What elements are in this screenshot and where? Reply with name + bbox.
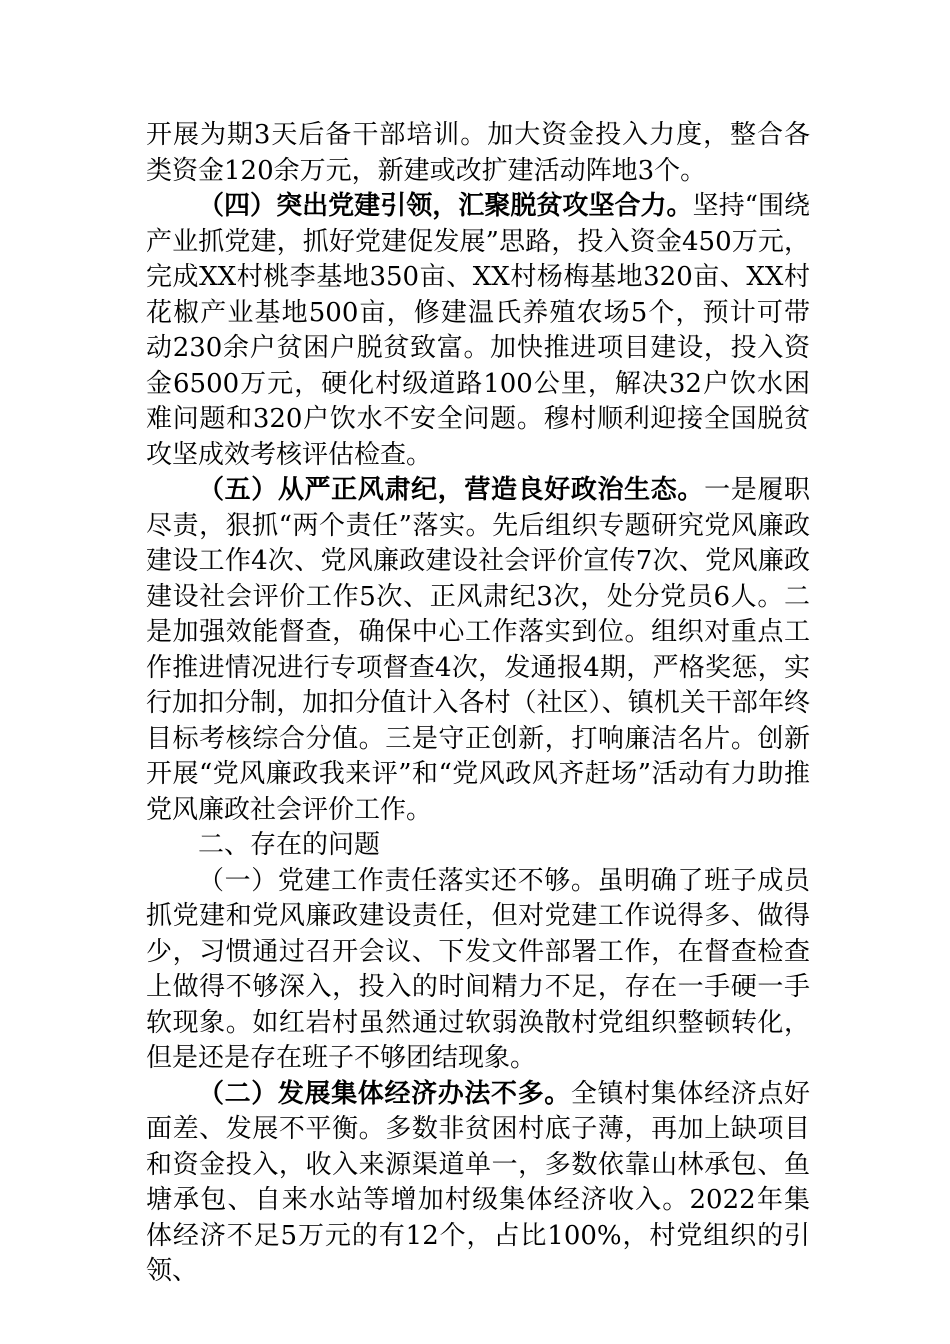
paragraph-text: 开展为期3天后备干部培训。加大资金投入力度，整合各类资金120余万元，新建或改扩建活动阵地3个。 xyxy=(146,120,810,186)
paragraph-party-building-poverty xyxy=(146,189,810,473)
paragraph-lead: （一）党建工作责任落实还不够。 xyxy=(198,865,598,896)
paragraph-lead: （五）从严正风肃纪，营造良好政治生态。 xyxy=(198,475,705,505)
paragraph-training-funds xyxy=(146,118,810,189)
paragraph-lead: （二）发展集体经济办法不多。 xyxy=(198,1078,571,1109)
paragraph-text: 坚持“围绕产业抓党建，抓好党建促发展”思路，投入资金450万元，完成XX村桃李基地350亩、XX村杨梅基地320亩、XX村花椒产业基地500亩，修建温氏养殖农场5个，预计可带动230余户贫困户脱贫致富。加快推进项目建设，投入资金6500万元，硬化村级道路100公里，解决32户饮水困难问题和320户饮水不安全问题。穆村顺利迎接全国脱贫攻坚成效考核评估检查。 xyxy=(146,191,810,470)
paragraph-text: 一是履职尽责，狠抓“两个责任”落实。先后组织专题研究党风廉政建设工作4次、党风廉政建设社会评价宣传7次、党风廉政建设社会评价工作5次、正风肃纪3次，处分党员6人。二是加强效能督查，确保中心工作落实到位。组织对重点工作推进情况进行专项督查4次，发通报4期，严格奖惩，实行加扣分制，加扣分值计入各村（社区）、镇机关干部年终目标考核综合分值。三是守正创新，打响廉洁名片。创新开展“党风廉政我来评”和“党风政风齐赶场”活动有力助推党风廉政社会评价工作。 xyxy=(146,475,810,825)
section-heading-problems: 二、存在的问题 xyxy=(198,830,381,860)
paragraph-responsibility xyxy=(146,864,810,1077)
paragraph-lead: （四）突出党建引领，汇聚脱贫攻坚合力。 xyxy=(198,191,693,221)
paragraph-text: 全镇村集体经济点好面差、发展不平衡。多数非贫困村底子薄，再加上缺项目和资金投入，收入来源渠道单一，多数依靠山林承包、鱼塘承包、自来水站等增加村级集体经济收入。2022年集体经济不足5万元的有12个，占比100%，村党组织的引领、 xyxy=(146,1078,810,1286)
paragraph-discipline xyxy=(146,473,810,828)
paragraph-collective-economy xyxy=(146,1077,810,1290)
document-page xyxy=(146,118,810,1290)
paragraph-text: 虽明确了班子成员抓党建和党风廉政建设责任，但对党建工作说得多、做得少，习惯通过召开会议、下发文件部署工作，在督查检查上做得不够深入，投入的时间精力不足，存在一手硬一手软现象。如红岩村虽然通过软弱涣散村党组织整顿转化，但是还是存在班子不够团结现象。 xyxy=(146,865,810,1073)
